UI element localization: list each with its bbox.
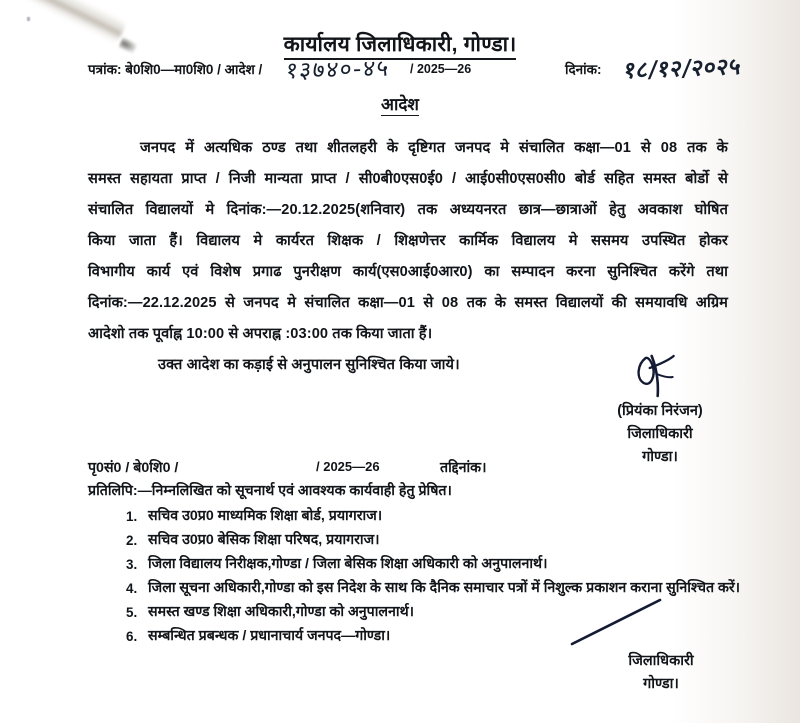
secondary-signatory-place: गोण्डा। [643,676,679,692]
office-title-text: कार्यालय जिलाधिकारी, गोण्डा। [284,33,517,60]
signature-block-secondary [556,594,766,696]
list-item: सचिव उ0प्र0 बेसिक शिक्षा परिषद, प्रयागराज। [148,532,380,548]
list-item: सम्बन्धित प्रबन्धक / प्रधानाचार्य जनपद—गोण्डा। [148,628,391,644]
signatory-name: (प्रियंका निरंजन) [617,403,703,419]
body-line: विभागीय कार्य एवं विशेष प्रगाढ पुनरीक्षण कार्य(एस0आई0आर0) का सम्पादन करना सुनिश्चित करेंगे तथा [88,264,728,280]
copy-reference-year: / 2025—26 [316,459,380,474]
body-line: आदेशो तक पूर्वाह्न 10:00 से अपराह्न :03:00 तक किया जाता हैं। [88,326,433,342]
body-line: संचालित विद्यालयों मे दिनांक:—20.12.2025(शनिवार) तक अध्ययनरत छात्र—छात्राओं हेतु अवकाश घोषित [88,202,728,218]
copy-reference-row [88,458,748,480]
signature-block-primary [560,352,760,469]
list-item: जिला विद्यालय निरीक्षक,गोण्डा / जिला बेसिक शिक्षा अधिकारी को अनुपालनार्थ। [148,556,548,572]
copy-intro-text: प्रतिलिपि:—निम्नलिखित को सूचनार्थ एवं आवश्यक कार्यवाही हेतु प्रेषित। [88,483,452,499]
order-body [88,133,728,381]
signatory-designation: जिलाधिकारी [627,426,693,442]
body-line: किया जाता हैं। विद्यालय मे कार्यरत शिक्षक / शिक्षणेत्तर कार्मिक विद्यालय मे ससमय उपस्थित होकर [88,233,728,249]
order-heading-text: आदेश [381,95,419,114]
copy-reference-label: पृ0सं0 / बे0शि0 / [88,460,179,476]
body-line: दिनांक:—22.12.2025 से जनपद मे संचालित कक्षा—01 से 08 तक के समस्त विद्यालयों की समयावधि अग्रिम [88,295,728,311]
signature-mark-icon [560,352,760,400]
secondary-signatory-designation: जिलाधिकारी [628,653,694,669]
body-line: जनपद में अत्यधिक ठण्ड तथा शीतलहरी के दृष्टिगत जनपद मे संचालित कक्षा—01 से 08 तक के [140,140,728,156]
date-label: दिनांक: [565,62,602,77]
list-item: समस्त खण्ड शिक्षा अधिकारी,गोण्डा को अनुपालनार्थ। [148,604,415,620]
date-handwritten: १८/१२/२०२५ [622,53,743,85]
list-item: जिला सूचना अधिकारी,गोण्डा को इस निदेश के साथ कि दैनिक समाचार पत्रों में निशुल्क प्रकाशन कराना सुनिश्चित करें। [148,580,741,596]
copy-reference-same-date: तद्दिनांक। [440,460,487,476]
reference-line [88,53,778,85]
list-item: सचिव उ0प्र0 माध्यमिक शिक्षा बोर्ड, प्रयागराज। [148,508,383,524]
reference-number-handwritten: १३७४०-४५ [284,55,392,85]
signature-stroke-icon [556,594,766,650]
signatory-place: गोण्डा। [642,449,678,465]
body-line: समस्त सहायता प्राप्त / निजी मान्यता प्राप्त / सी0बी0एस0ई0 / आई0सी0एस0सी0 बोर्ड सहित समस्त बोर्डो से [88,171,728,187]
order-heading [0,92,800,115]
body-closing-line: उक्त आदेश का कड़ाई से अनुपालन सुनिश्चित किया जाये। [158,357,460,373]
reference-year: / 2025—26 [410,62,472,76]
scan-artifact-speck [27,17,30,21]
reference-label: पत्रांक: बे0शि0—मा0शि0 / आदेश / [88,62,263,77]
